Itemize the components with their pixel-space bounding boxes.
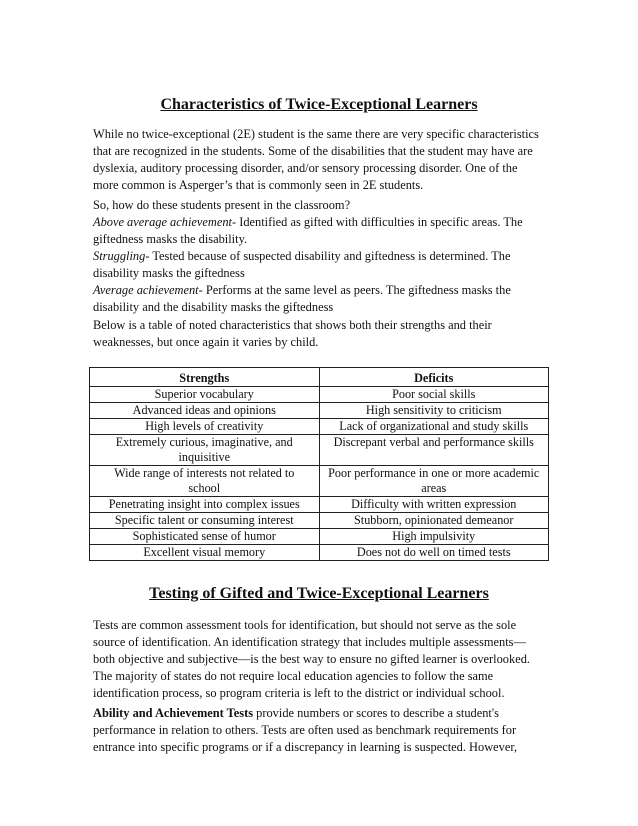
table-intro-paragraph bbox=[93, 317, 545, 351]
table-header-row bbox=[90, 368, 549, 387]
presentation-term: Average achievement bbox=[93, 283, 199, 297]
presentation-text: - Performs at the same level as peers. The giftedness masks the disability and the disability masks the giftedness bbox=[93, 283, 511, 314]
strength-cell: Advanced ideas and opinions bbox=[90, 403, 320, 419]
deficit-cell: High sensitivity to criticism bbox=[319, 403, 549, 419]
deficit-cell: Stubborn, opinionated demeanor bbox=[319, 513, 549, 529]
table-row bbox=[90, 387, 549, 403]
table-row bbox=[90, 529, 549, 545]
presentation-item bbox=[93, 248, 545, 282]
classroom-question: So, how do these students present in the classroom? bbox=[93, 198, 351, 212]
table-intro-text: Below is a table of noted characteristics that shows both their strengths and their weaknesses, but once again it varies by child. bbox=[93, 318, 492, 349]
strength-cell: Specific talent or consuming interest bbox=[90, 513, 320, 529]
table-row bbox=[90, 435, 549, 466]
section-title-testing: Testing of Gifted and Twice-Exceptional Learners bbox=[149, 585, 489, 602]
ability-tests-item bbox=[93, 705, 545, 756]
presentation-item bbox=[93, 214, 545, 248]
deficit-cell: Lack of organizational and study skills bbox=[319, 419, 549, 435]
presentation-text: - Identified as gifted with difficulties in specific areas. The giftedness masks the disability. bbox=[93, 215, 523, 246]
deficit-cell: Does not do well on timed tests bbox=[319, 545, 549, 561]
intro-text: While no twice-exceptional (2E) student is the same there are very specific characteristics that are recognized in the students. Some of the disabilities that the student may have are dyslexia, auditory processing disorder, and/or sensory processing disorder. One of the more common is Asperger’s that is commonly seen in 2E students. bbox=[93, 127, 539, 192]
characteristics-table bbox=[89, 367, 549, 561]
strength-cell: High levels of creativity bbox=[90, 419, 320, 435]
strength-cell: Penetrating insight into complex issues bbox=[90, 497, 320, 513]
presentation-term: Struggling bbox=[93, 249, 146, 263]
table-row bbox=[90, 403, 549, 419]
table-row bbox=[90, 545, 549, 561]
header-deficits: Deficits bbox=[319, 368, 549, 387]
intro-paragraph bbox=[93, 126, 545, 194]
section-title-characteristics: Characteristics of Twice-Exceptional Learners bbox=[160, 96, 478, 113]
table-row bbox=[90, 497, 549, 513]
deficit-cell: Discrepant verbal and performance skills bbox=[319, 435, 549, 466]
table-row bbox=[90, 513, 549, 529]
ability-tests-paragraph bbox=[93, 705, 545, 756]
strength-cell: Excellent visual memory bbox=[90, 545, 320, 561]
strength-cell: Sophisticated sense of humor bbox=[90, 529, 320, 545]
ability-tests-term: Ability and Achievement Tests bbox=[93, 706, 254, 720]
header-strengths: Strengths bbox=[90, 368, 320, 387]
presentation-item bbox=[93, 282, 545, 316]
deficit-cell: High impulsivity bbox=[319, 529, 549, 545]
table-row bbox=[90, 466, 549, 497]
presentation-term: Above average achievement bbox=[93, 215, 232, 229]
deficit-cell: Difficulty with written expression bbox=[319, 497, 549, 513]
testing-text: Tests are common assessment tools for identification, but should not serve as the sole source of identification. An identification strategy that includes multiple assessments—both objective and subjective—is the best way to ensure no gifted learner is overlooked. The majority of states do not require local education agencies to follow the same identification process, so program criteria is left to the district or individual school. bbox=[93, 618, 530, 700]
strength-cell: Superior vocabulary bbox=[90, 387, 320, 403]
deficit-cell: Poor social skills bbox=[319, 387, 549, 403]
testing-paragraph bbox=[93, 617, 545, 702]
table-row bbox=[90, 419, 549, 435]
presentation-text: - Tested because of suspected disability and giftedness is determined. The disability masks the giftedness bbox=[93, 249, 511, 280]
ability-tests-text: provide numbers or scores to describe a student's performance in relation to others. Tests are often used as benchmark requirements for entrance into specific programs or if a discrepancy in learning is suspected. However, bbox=[93, 706, 518, 754]
strength-cell: Wide range of interests not related to school bbox=[90, 466, 320, 497]
strength-cell: Extremely curious, imaginative, and inquisitive bbox=[90, 435, 320, 466]
presentation-list bbox=[93, 197, 545, 316]
deficit-cell: Poor performance in one or more academic areas bbox=[319, 466, 549, 497]
